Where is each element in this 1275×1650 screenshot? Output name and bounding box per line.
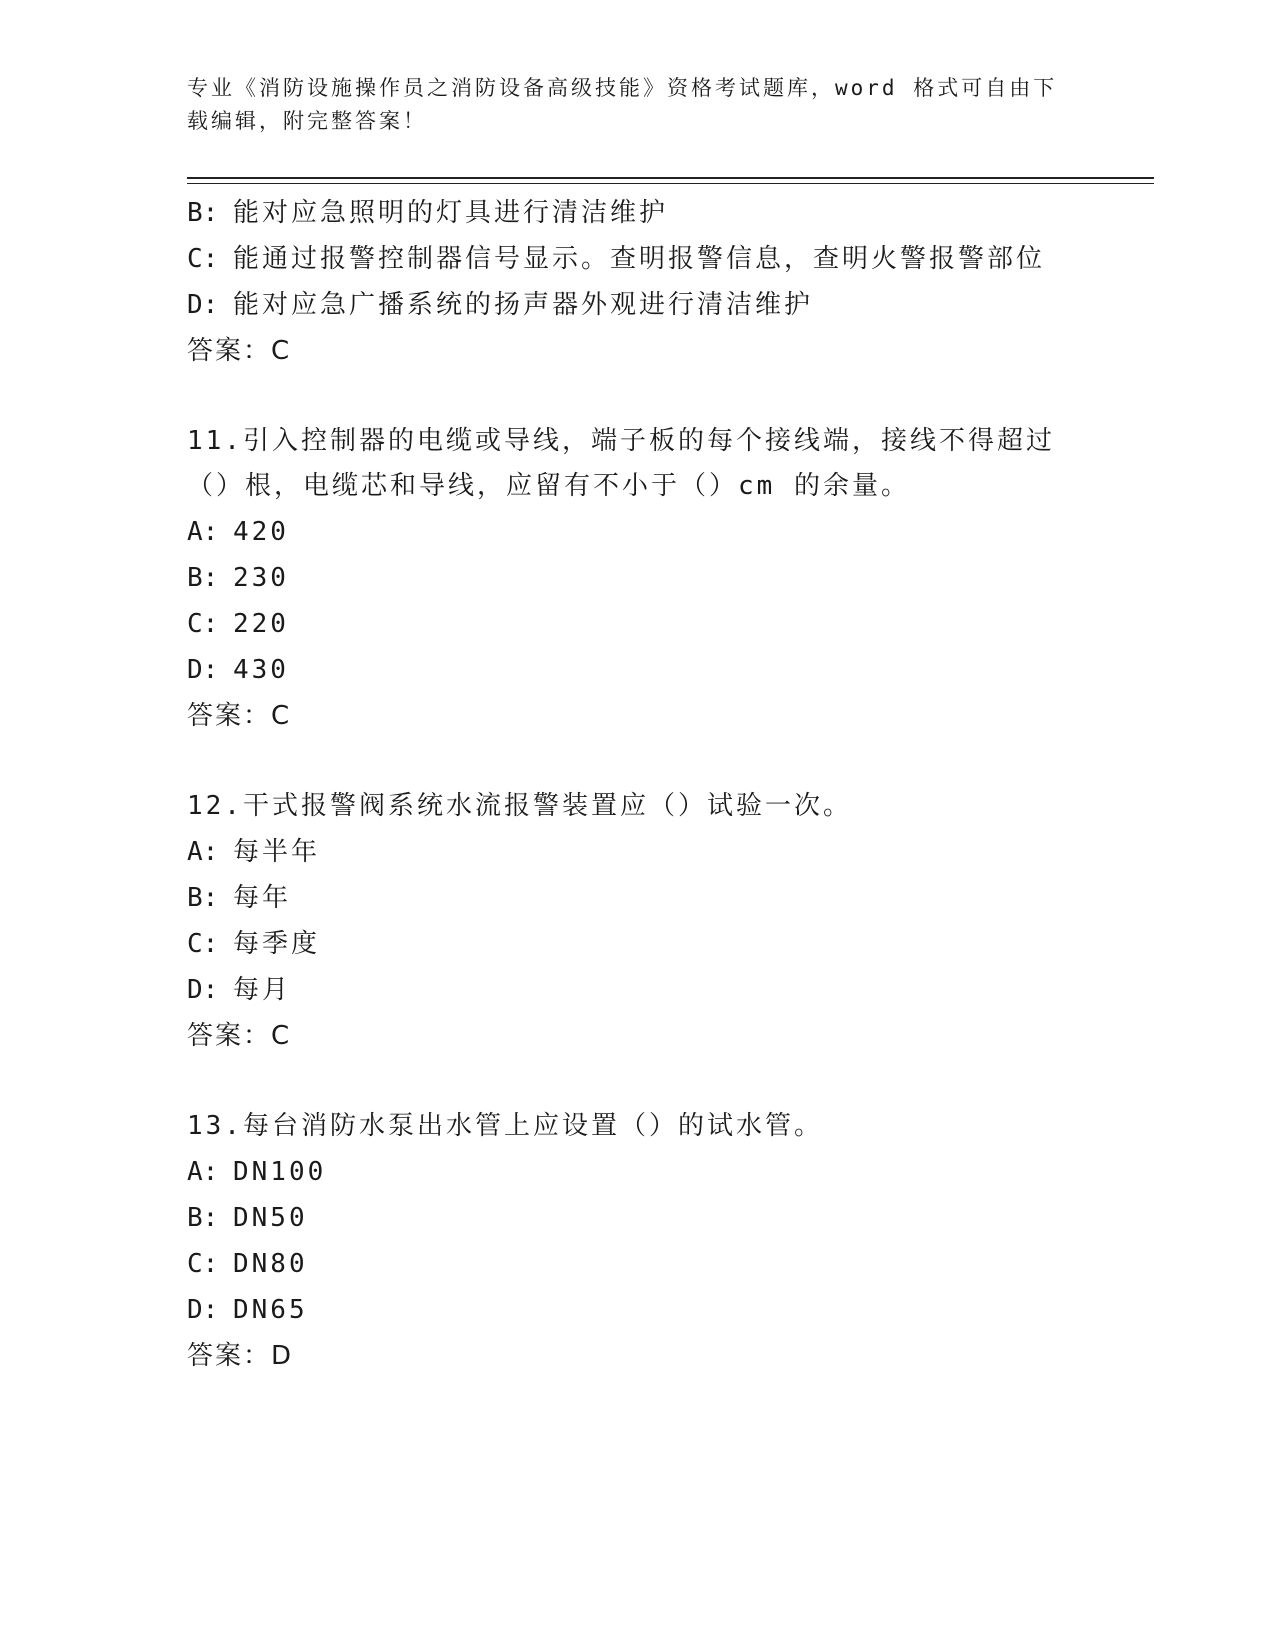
option-text: 每年 bbox=[233, 883, 292, 913]
option-text: 每季度 bbox=[233, 929, 321, 959]
option-letter: C: bbox=[187, 244, 219, 274]
option-text: 能通过报警控制器信号显示。查明报警信息，查明火警报警部位 bbox=[233, 244, 1046, 274]
header-divider-thin bbox=[187, 183, 1154, 184]
option-letter: B: bbox=[187, 1203, 219, 1233]
option-letter: A: bbox=[187, 1157, 219, 1187]
option-text: 230 bbox=[233, 563, 289, 593]
option-c bbox=[187, 921, 1087, 967]
answer-label: 答案：C bbox=[187, 336, 292, 366]
option-letter: A: bbox=[187, 837, 219, 867]
question-block-11 bbox=[187, 419, 1087, 739]
option-text: DN65 bbox=[233, 1295, 308, 1325]
option-c bbox=[187, 236, 1087, 282]
option-a bbox=[187, 1149, 1087, 1195]
option-letter: A: bbox=[187, 517, 219, 547]
question-text: 12.干式报警阀系统水流报警装置应（）试验一次。 bbox=[187, 791, 852, 821]
question-text: 13.每台消防水泵出水管上应设置（）的试水管。 bbox=[187, 1111, 823, 1141]
option-letter: C: bbox=[187, 1249, 219, 1279]
option-b bbox=[187, 875, 1087, 921]
question-content bbox=[187, 190, 1087, 1379]
document-header: 专业《消防设施操作员之消防设备高级技能》资格考试题库，word 格式可自由下载编辑，附完整答案！ bbox=[187, 76, 1058, 133]
header-divider bbox=[187, 177, 1154, 179]
option-text: DN50 bbox=[233, 1203, 308, 1233]
option-c bbox=[187, 601, 1087, 647]
answer-label: 答案：C bbox=[187, 701, 292, 731]
option-a bbox=[187, 829, 1087, 875]
option-text: 430 bbox=[233, 655, 289, 685]
option-text: 能对应急照明的灯具进行清洁维护 bbox=[233, 198, 669, 228]
option-text: 能对应急广播系统的扬声器外观进行清洁维护 bbox=[233, 290, 814, 320]
question-block-13 bbox=[187, 1104, 1087, 1379]
option-text: 220 bbox=[233, 609, 289, 639]
answer-label: 答案：D bbox=[187, 1341, 294, 1371]
option-b bbox=[187, 555, 1087, 601]
option-letter: D: bbox=[187, 655, 219, 685]
option-d bbox=[187, 647, 1087, 693]
option-letter: D: bbox=[187, 1295, 219, 1325]
option-a bbox=[187, 509, 1087, 555]
question-block-prev bbox=[187, 190, 1087, 374]
option-d bbox=[187, 967, 1087, 1013]
option-letter: B: bbox=[187, 563, 219, 593]
option-letter: C: bbox=[187, 609, 219, 639]
option-letter: D: bbox=[187, 290, 219, 320]
option-letter: D: bbox=[187, 975, 219, 1005]
option-letter: C: bbox=[187, 929, 219, 959]
option-letter: B: bbox=[187, 198, 219, 228]
option-c bbox=[187, 1241, 1087, 1287]
option-text: DN80 bbox=[233, 1249, 308, 1279]
option-text: 每半年 bbox=[233, 837, 321, 867]
option-b bbox=[187, 190, 1087, 236]
option-text: 每月 bbox=[233, 975, 292, 1005]
option-d bbox=[187, 1287, 1087, 1333]
option-letter: B: bbox=[187, 883, 219, 913]
question-block-12 bbox=[187, 784, 1087, 1059]
question-text: 11.引入控制器的电缆或导线，端子板的每个接线端，接线不得超过（）根，电缆芯和导线，应留有不小于（）cm 的余量。 bbox=[187, 426, 1055, 501]
option-text: DN100 bbox=[233, 1157, 327, 1187]
answer-label: 答案：C bbox=[187, 1021, 292, 1051]
option-b bbox=[187, 1195, 1087, 1241]
option-text: 420 bbox=[233, 517, 289, 547]
option-d bbox=[187, 282, 1087, 328]
